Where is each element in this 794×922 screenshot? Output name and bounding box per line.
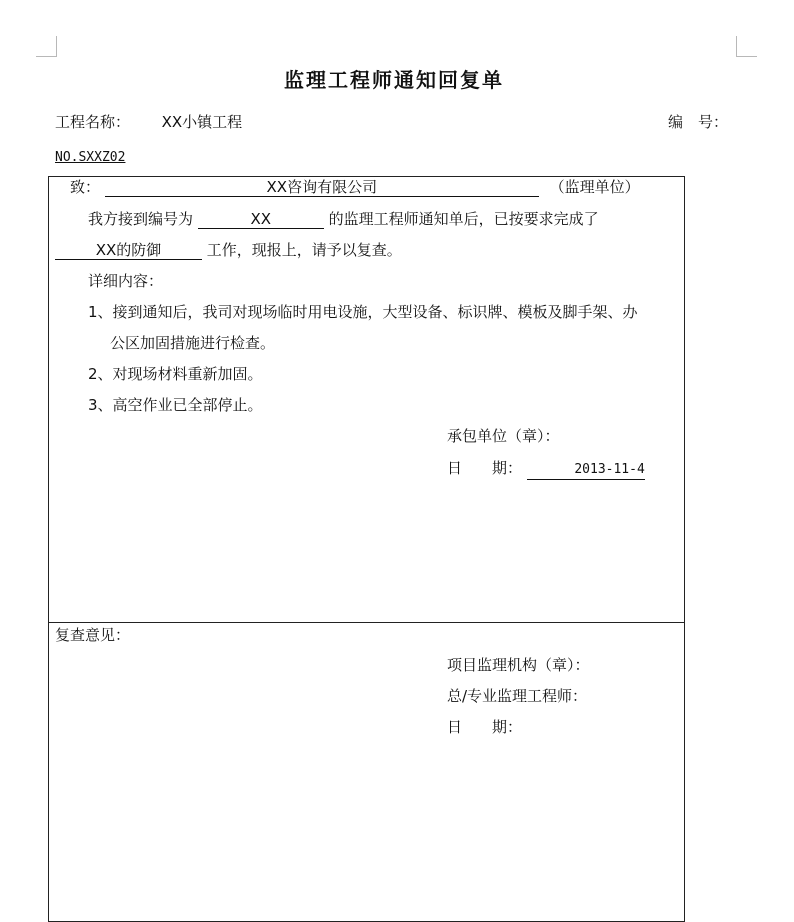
document-number: NO.SXXZ02	[55, 150, 126, 165]
date-row	[447, 458, 645, 480]
contractor-seal-label: 承包单位（章）：	[447, 427, 560, 445]
review-date-label: 日 期：	[447, 718, 523, 736]
para-line2-suffix: 工作，现报上，请予以复查。	[206, 241, 402, 259]
number-label: 编 号：	[668, 113, 729, 131]
detail-item-1: 1、接到通知后，我司对现场临时用电设施，大型设备、标识牌、模板及脚手架、办	[88, 303, 638, 321]
para-line1-prefix: 我方接到编号为	[88, 210, 194, 228]
to-label: 致：	[70, 178, 101, 196]
page-corner-mark-left	[36, 36, 57, 57]
notice-number: XX	[198, 210, 324, 229]
supervision-seal-label: 项目监理机构（章）：	[447, 656, 590, 674]
project-name-value: XX小镇工程	[161, 113, 243, 131]
para-line-2	[55, 240, 402, 260]
project-name-label: 工程名称：	[55, 113, 131, 131]
review-label: 复查意见：	[55, 626, 131, 644]
date-value: 2013-11-4	[527, 461, 645, 480]
para-line1-suffix: 的监理工程师通知单后，已按要求完成了	[328, 210, 599, 228]
page-corner-mark-right	[736, 36, 757, 57]
to-company: XX咨询有限公司	[105, 178, 539, 197]
project-name-row	[55, 112, 242, 132]
to-suffix: （监理单位）	[549, 178, 640, 196]
detail-item-3: 3、高空作业已全部停止。	[88, 396, 263, 414]
para-line-1	[88, 209, 599, 229]
details-label: 详细内容：	[88, 272, 164, 290]
to-row	[70, 177, 640, 197]
document-title: 监理工程师通知回复单	[284, 68, 504, 92]
detail-item-1-cont: 公区加固措施进行检查。	[110, 334, 276, 352]
work-item: XX的防御	[55, 241, 202, 260]
engineer-label: 总/专业监理工程师：	[447, 687, 588, 705]
date-label: 日 期：	[447, 459, 523, 477]
detail-item-2: 2、对现场材料重新加固。	[88, 365, 263, 383]
